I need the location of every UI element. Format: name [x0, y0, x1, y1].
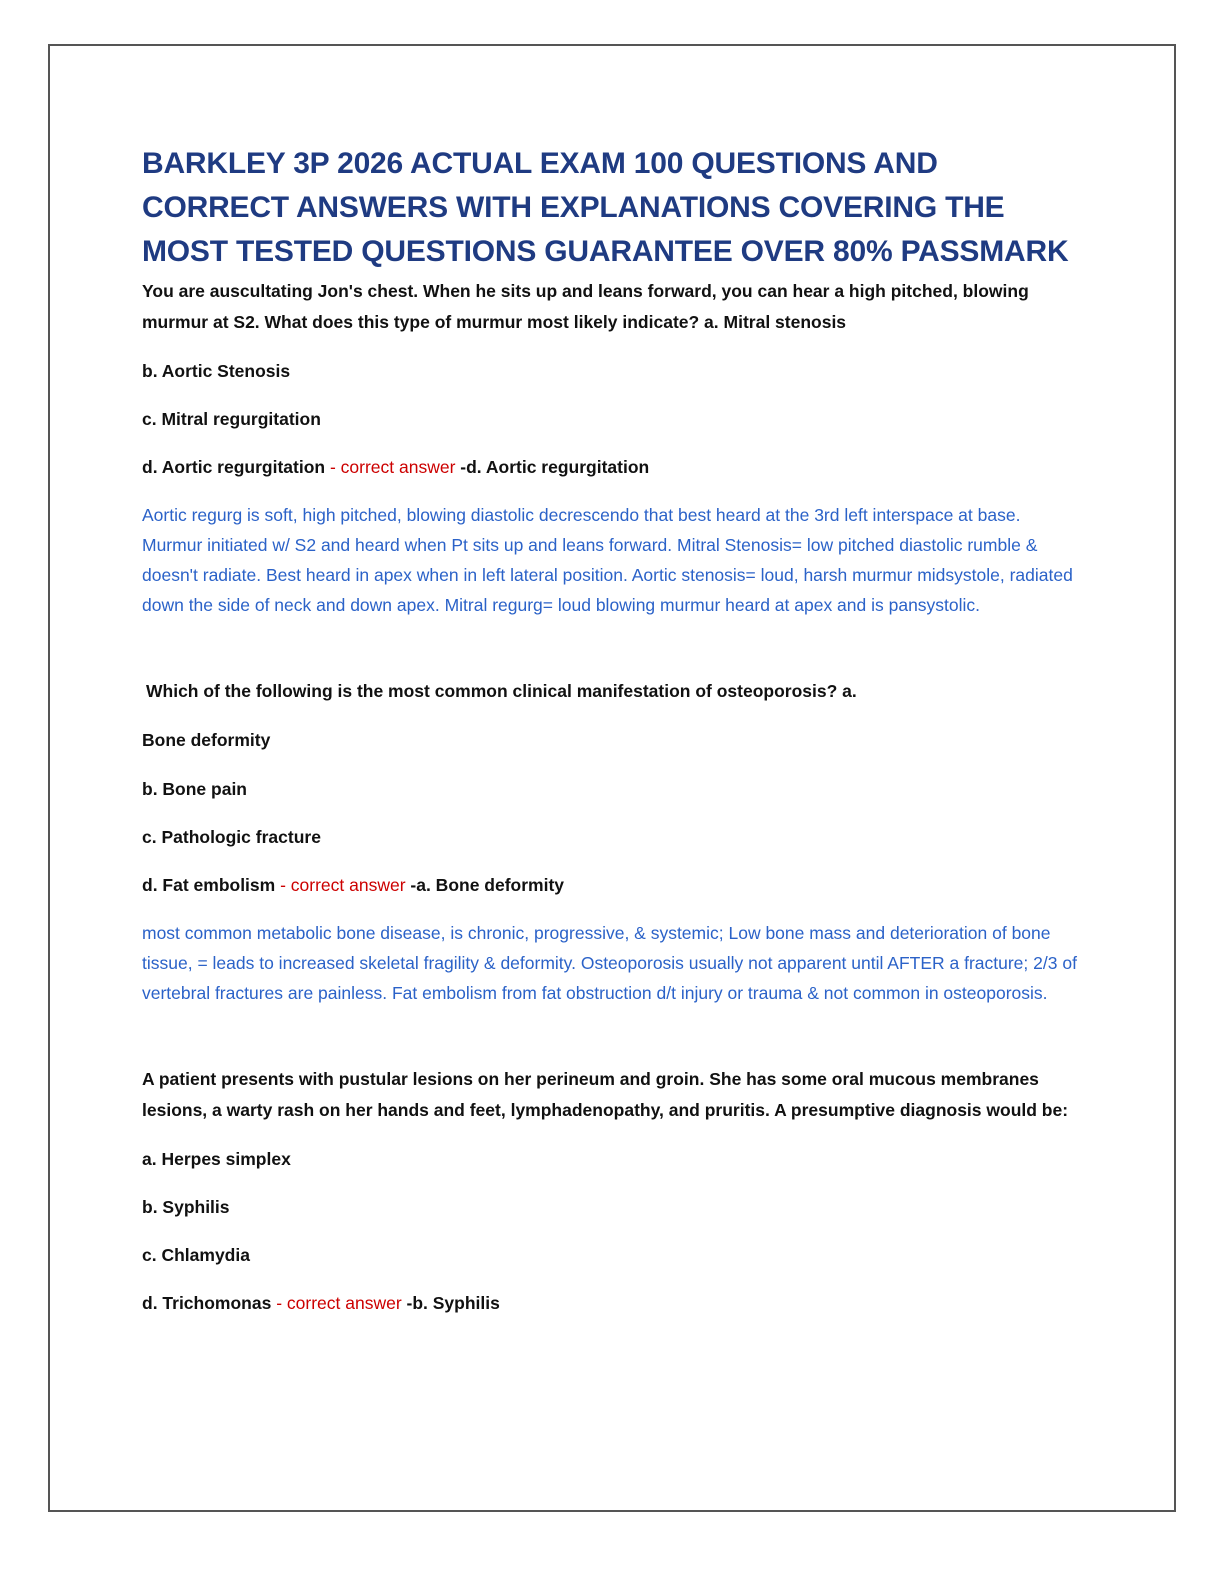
page-title: BARKLEY 3P 2026 ACTUAL EXAM 100 QUESTIONS AND CORRECT ANSWERS WITH EXPLANATIONS COVERING THE MOST TESTED QUESTIONS GUARANTEE OVER 80% PASSMARK: [142, 147, 1069, 268]
question-3-option-d: d. Trichomonas: [142, 1293, 277, 1313]
question-1-option-c: c. Mitral regurgitation: [142, 409, 321, 429]
question-1-option-d: d. Aortic regurgitation: [142, 457, 330, 477]
question-1-correct-answer-tag: - correct answer: [329, 457, 461, 477]
document-page: [48, 44, 1176, 1512]
question-2-text-continued: Bone deformity: [142, 730, 271, 750]
document-content: [142, 142, 1082, 1336]
question-2-option-b: b. Bone pain: [142, 779, 247, 799]
question-3-correct-answer-value: -b. Syphilis: [406, 1293, 500, 1313]
question-2-explanation: most common metabolic bone disease, is chronic, progressive, & systemic; Low bone mass and deterioration of bone tissue, = leads to increased skeletal fragility & deformity. Osteoporosis usually not apparent until AFTER a fracture; 2/3 of vertebral fractures are painless. Fat embolism from fat obstruction d/t injury or trauma & not common in osteoporosis.: [142, 923, 1077, 1003]
question-1-explanation: Aortic regurg is soft, high pitched, blowing diastolic decrescendo that best heard at the 3rd left interspace at base. Murmur initiated w/ S2 and heard when Pt sits up and leans forward. Mitral Stenosis= low pitched diastolic rumble & doesn't radiate. Best heard in apex when in left lateral position. Aortic stenosis= loud, harsh murmur midsystole, radiated down the side of neck and down apex. Mitral regurg= loud blowing murmur heard at apex and is pansystolic.: [142, 505, 1073, 615]
question-2-answer-line: [142, 870, 1082, 901]
question-2-correct-answer-value: -a. Bone deformity: [410, 875, 565, 895]
question-1-correct-answer-value: -d. Aortic regurgitation: [460, 457, 650, 477]
question-2-option-c: c. Pathologic fracture: [142, 827, 321, 847]
question-3-option-c: c. Chlamydia: [142, 1245, 250, 1265]
question-3-correct-answer-tag: - correct answer: [276, 1293, 407, 1313]
question-1-option-b: b. Aortic Stenosis: [142, 361, 291, 381]
question-3-option-a: a. Herpes simplex: [142, 1149, 291, 1169]
question-3-option-b: b. Syphilis: [142, 1197, 230, 1217]
question-2-text: Which of the following is the most common clinical manifestation of osteoporosis? a.: [146, 681, 857, 701]
section-spacer-2: [142, 1026, 1082, 1064]
question-2-option-d: d. Fat embolism: [142, 875, 281, 895]
question-2-correct-answer-tag: - correct answer: [280, 875, 411, 895]
question-1-answer-line: [142, 452, 1082, 483]
question-1-text: You are auscultating Jon's chest. When he sits up and leans forward, you can hear a high pitched, blowing murmur at S2. What does this type of murmur most likely indicate? a. Mitral stenosis: [142, 281, 1029, 332]
question-3-text: A patient presents with pustular lesions on her perineum and groin. She has some oral mucous membranes lesions, a warty rash on her hands and feet, lymphadenopathy, and pruritis. A presumptive diagnosis would be:: [142, 1069, 1069, 1120]
question-3-answer-line: [142, 1288, 1082, 1319]
section-spacer-1: [142, 638, 1082, 676]
